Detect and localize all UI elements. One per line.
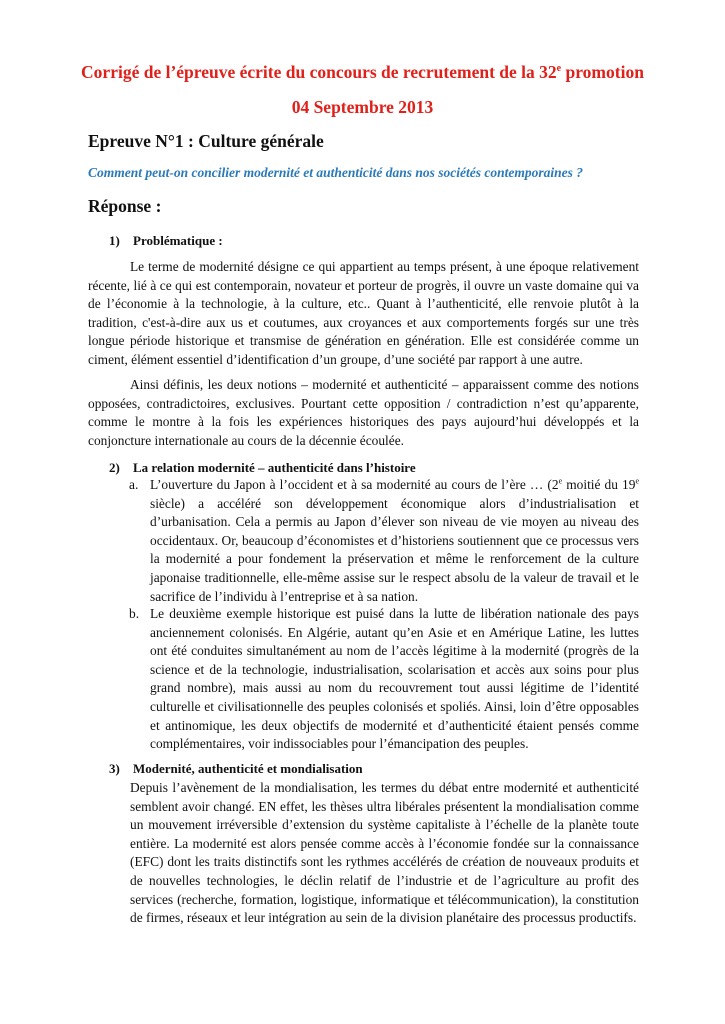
item-text: L’ouverture du Japon à l’occident et à sa modernité au cours de l’ère … (2 — [150, 477, 559, 492]
section-heading-2 — [109, 460, 416, 476]
section-number: 1) — [109, 233, 120, 248]
title-suffix: promotion — [561, 62, 644, 82]
document-date: 04 Septembre 2013 — [291, 97, 434, 117]
epreuve-heading: Epreuve N°1 : Culture générale — [88, 131, 324, 151]
list-marker: a. — [129, 477, 139, 492]
list-item-b — [129, 605, 639, 754]
item-text: moitié du 19 — [562, 477, 636, 492]
title-text: Corrigé de l’épreuve écrite du concours de recrutement de la 32 — [81, 62, 557, 82]
section-heading-3 — [109, 761, 363, 777]
paragraph-mondialisation: Depuis l’avènement de la mondialisation, les termes du débat entre modernité et authenticité semblent avoir changé. EN effet, les thèses ultra libérales présentent la mondialisation comme un mouvement irréversible d’extension du système capitaliste à l’échelle de la planète toute entière. La modernité est alors pensée comme accès à l’économie fondée sur la connaissance (EFC) dont les traits distinctifs sont les rythmes accélérés de création de nouveaux produits et de nouvelles technologies, le déclin relatif de l’industrie et de l’agriculture au profit des services (recherche, formation, logistique, informatique et télécommunication), la constitution de firmes, réseaux et leur intégration au sein de la division planétaire des processus productifs. — [130, 780, 639, 926]
document-title — [40, 62, 685, 83]
section-heading-1 — [109, 233, 223, 249]
superscript: e — [558, 476, 563, 486]
paragraph-problematique-1: Le terme de modernité désigne ce qui appartient au temps présent, à une époque relativement récente, lié à ce qui est contemporain, novateur et porteur de progrès, il ouvre un vaste domaine qui va de l’économie à la technologie, à la culture, etc.. Quant à l’authenticité, elle renvoie plutôt à la tradition, c'est-à-dire aux us et coutumes, aux croyances et aux comportements forgés sur une très longue période historique et transmise de génération en génération. Elle est considérée comme un ciment, élément essentiel d’identification d’un groupe, d’une société par rapport à une autre. — [88, 259, 639, 367]
superscript: e — [635, 476, 639, 486]
reponse-heading: Réponse : — [88, 196, 162, 216]
list-marker: b. — [129, 606, 140, 621]
paragraph-problematique-2: Ainsi définis, les deux notions – modernité et authenticité – apparaissent comme des notions opposées, contradictoires, exclusives. Pourtant cette opposition / contradiction n’est qu’apparente, comme le montre à la fois les expériences historiques des pays aujourd’hui développés et la conjoncture internationale au cours de la décennie écoulée. — [88, 377, 639, 448]
section-title: La relation modernité – authenticité dans l’histoire — [133, 460, 416, 475]
section-title: Problématique : — [133, 233, 223, 248]
item-text: Le deuxième exemple historique est puisé dans la lutte de libération nationale des pays anciennement colonisés. En Algérie, autant qu’en Asie et en Amérique Latine, les luttes ont été conduites simultanément au nom de l’accès légitime à la modernité (progrès de la science et de la technologie, industrialisation, scolarisation et accès aux soins pour plus grand nombre), mais aussi au nom du recouvrement tout aussi légitime de l’identité culturelle et civilisationnelle des peuples colonisés et spoliés. Ainsi, loin d’être opposables et antinomique, les deux objectifs de modernité et d’authenticité étaient pensés comme complémentaires, voir indissociables pour l’émancipation des peuples. — [150, 606, 639, 752]
section-number: 2) — [109, 460, 120, 475]
section-title: Modernité, authenticité et mondialisation — [133, 761, 363, 776]
section-number: 3) — [109, 761, 120, 776]
question-text: Comment peut-on concilier modernité et authenticité dans nos sociétés contemporaines ? — [88, 165, 584, 180]
title-superscript: e — [556, 63, 562, 75]
item-text: siècle) a accéléré son développement économique alors d’industrialisation et d’urbanisation. Cela a permis au Japon d’élever son niveau de vie moyen au niveau des occidentaux. Or, beaucoup d’économistes et d’historiens soutiennent que ce processus vers la modernité a pour fondement la préservation et même le renforcement de la culture japonaise traditionnelle, elle-même assise sur le respect absolu de la valeur de travail et le sacrifice de l’individu à l’entreprise et à sa nation. — [150, 495, 639, 604]
list-item-a — [129, 476, 639, 606]
